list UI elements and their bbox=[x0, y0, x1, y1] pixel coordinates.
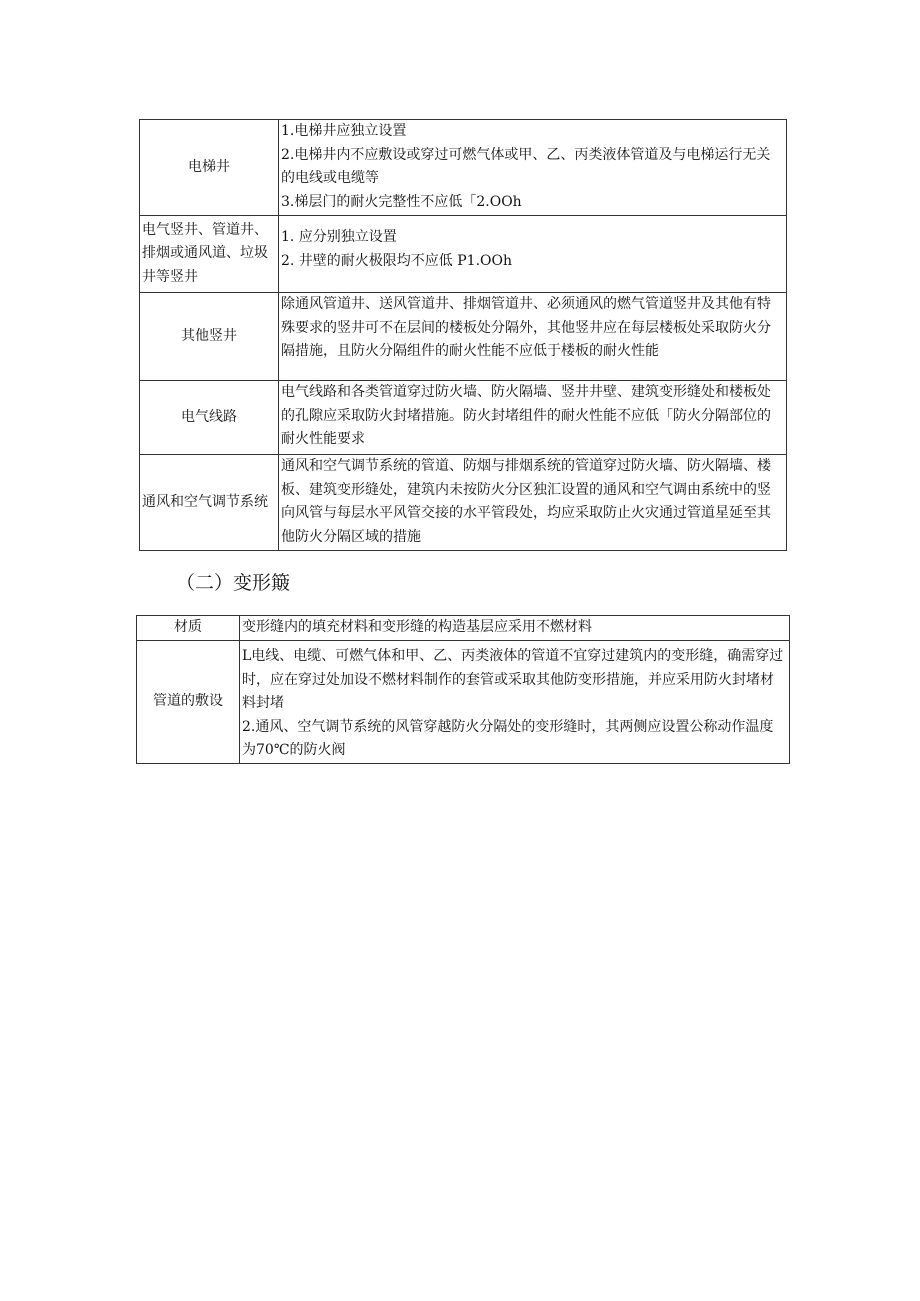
table-row bbox=[140, 293, 787, 381]
content-line: L电线、电缆、可燃气体和甲、乙、丙类液体的管道不宜穿过建筑内的变形缝，确需穿过时，应在穿过处加设不燃材料制作的套管或采取其他防变形措施，并应采用防火封堵材料封堵 bbox=[242, 648, 784, 711]
row-content bbox=[279, 216, 787, 293]
content-line: 1. 应分别独立设置 bbox=[281, 229, 397, 245]
table-row bbox=[137, 616, 790, 641]
content-line: 1.电梯井应独立设置 bbox=[281, 123, 407, 139]
row-label: 电气线路 bbox=[140, 381, 279, 455]
content-line: 3.梯层门的耐火完整性不应低「2.OOh bbox=[281, 193, 522, 210]
row-label: 管道的敷设 bbox=[137, 641, 240, 764]
content-line: 变形缝内的填充材料和变形缝的构造基层应采用不燃材料 bbox=[242, 619, 592, 635]
table-row bbox=[140, 455, 787, 551]
row-content bbox=[279, 120, 787, 216]
content-line: 2. 井壁的耐火极限均不应低 P1.OOh bbox=[281, 252, 513, 269]
row-label: 电梯井 bbox=[140, 120, 279, 216]
table-row bbox=[140, 216, 787, 293]
shaft-requirements-table bbox=[139, 119, 787, 551]
section-heading: （二）变形簸 bbox=[176, 572, 291, 594]
row-content bbox=[279, 381, 787, 455]
row-content bbox=[279, 293, 787, 381]
row-label: 通风和空气调节系统 bbox=[140, 455, 279, 551]
content-line: 通风和空气调节系统的管道、防烟与排烟系统的管道穿过防火墙、防火隔墙、楼板、建筑变形缝处，建筑内未按防火分区独汇设置的通风和空气调由系统中的竖向风管与每层水平风管交接的水平管段处，均应采取防止火灾通过管道星延至其他防火分隔区域的措施 bbox=[281, 458, 771, 545]
content-line: 2.电梯井内不应敷设或穿过可燃气体或甲、乙、丙类液体管道及与电梯运行无关的电线或电缆等 bbox=[281, 146, 771, 186]
table-row bbox=[137, 641, 790, 764]
content-line: 电气线路和各类管道穿过防火墙、防火隔墙、竖井井壁、建筑变形缝处和楼板处的孔隙应采取防火封堵措施。防火封堵组件的耐火性能不应低「防火分隔部位的耐火性能要求 bbox=[281, 384, 771, 447]
table-row bbox=[140, 381, 787, 455]
table-row bbox=[140, 120, 787, 216]
row-label: 电气竖井、管道井、排烟或通风道、垃圾井等竖井 bbox=[140, 216, 279, 293]
row-label: 材质 bbox=[137, 616, 240, 641]
row-label: 其他竖井 bbox=[140, 293, 279, 381]
content-line: 除通风管道井、送风管道井、排烟管道井、必须通风的燃气管道竖井及其他有特殊要求的竖井可不在层间的楼板处分隔外，其他竖井应在每层楼板处采取防火分隔措施，且防火分隔组件的耐火性能不应低于楼板的耐火性能 bbox=[281, 296, 771, 359]
row-content bbox=[240, 616, 790, 641]
row-content bbox=[279, 455, 787, 551]
row-content bbox=[240, 641, 790, 764]
content-line: 2.通风、空气调节系统的风管穿越防火分隔处的变形缝时，其两侧应设置公称动作温度为70℃的防火阀 bbox=[242, 718, 774, 758]
deformation-joint-table bbox=[136, 615, 790, 764]
